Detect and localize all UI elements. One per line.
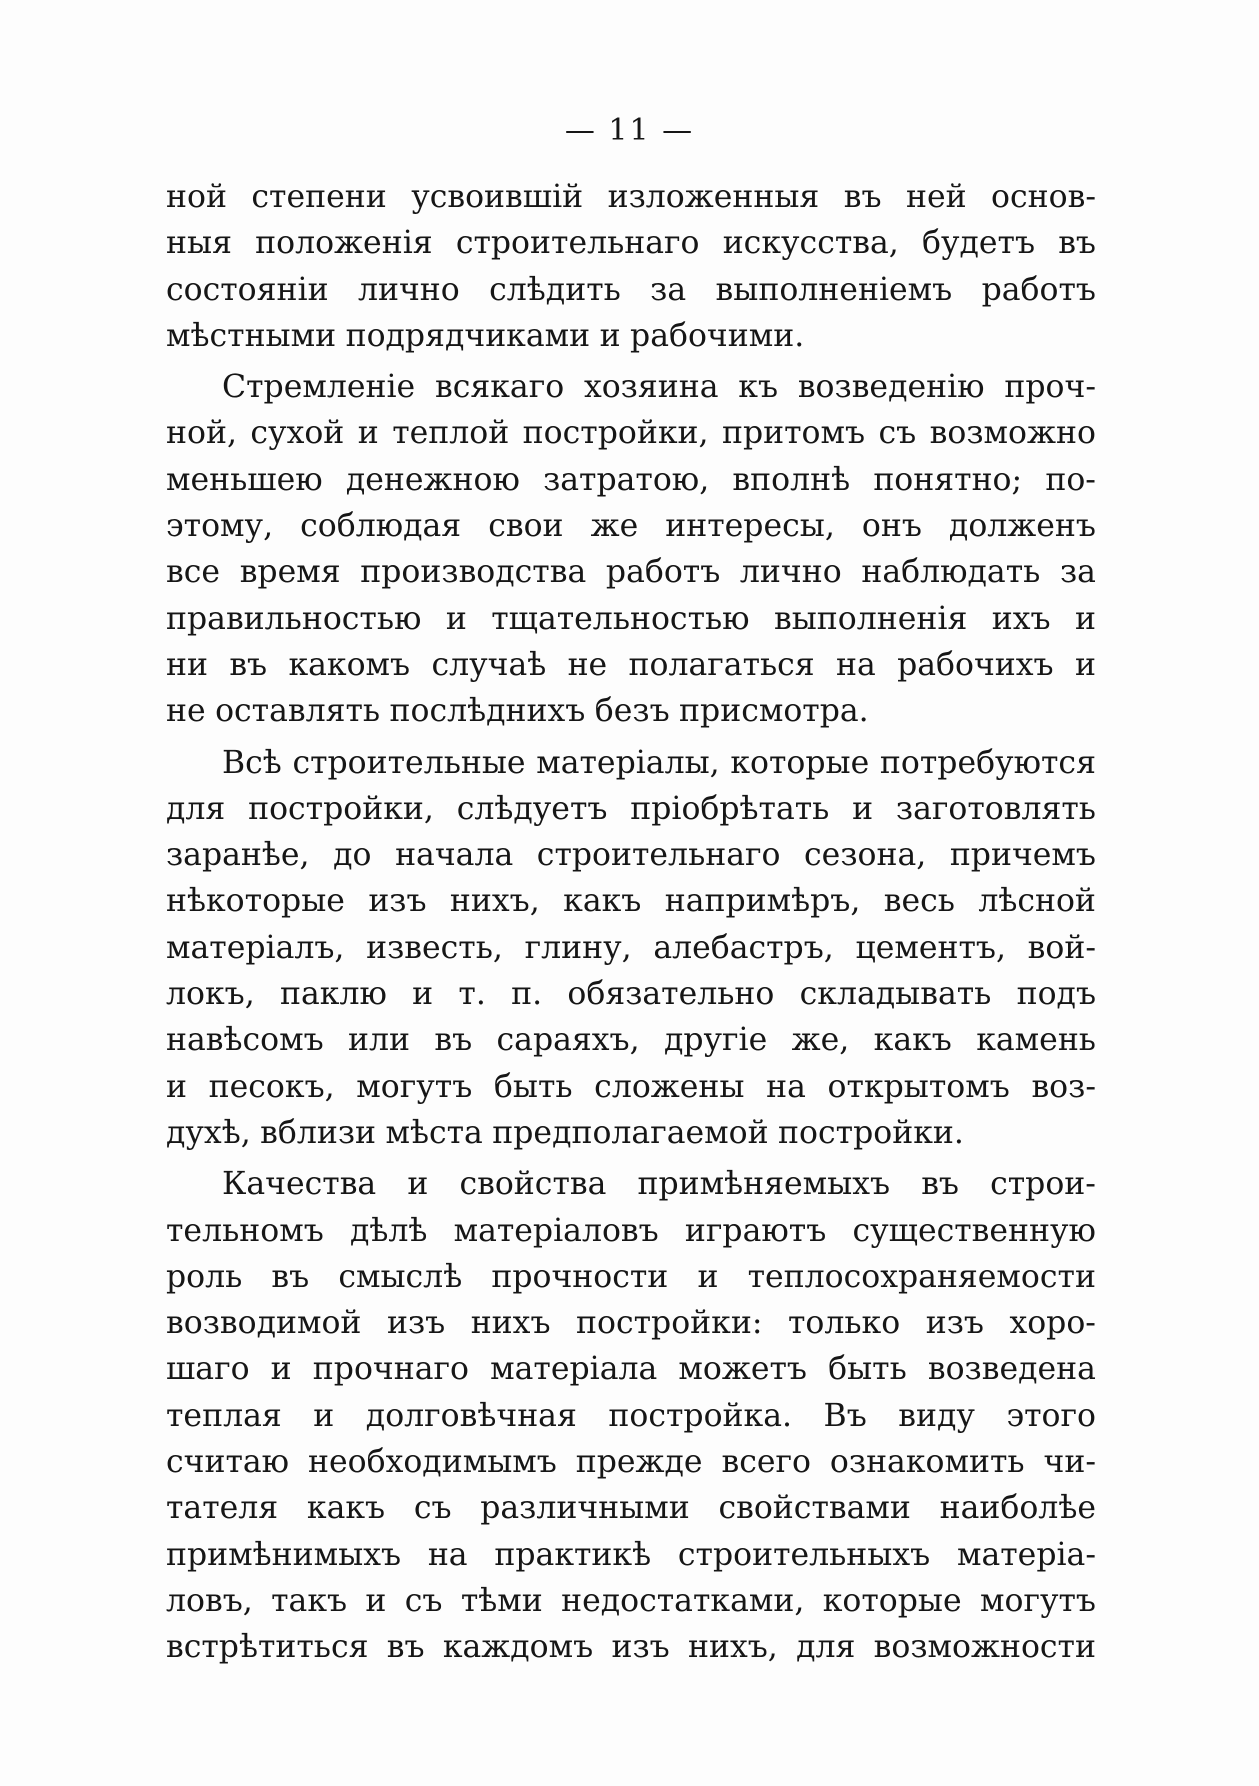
word: теплая [166,1397,282,1434]
word: изъ [925,1305,984,1342]
text-line [166,174,1096,220]
word: на [766,1068,806,1105]
word: матеріалы, [536,744,720,781]
word: другіе [663,1022,768,1059]
word: глину, [524,929,632,966]
text-line [166,503,1096,549]
word: состояніи [166,271,329,308]
word: Всѣ [222,744,282,781]
text-line [166,1208,1096,1254]
word: слѣдить [489,271,621,308]
text-line [166,1300,1096,1346]
word: постройки. [778,1114,964,1151]
word: правильностью [166,600,422,637]
word: дѣлѣ [349,1212,428,1249]
word: случаѣ [431,646,547,683]
word: и [445,600,467,637]
word: могутъ [356,1068,473,1105]
word: строительныхъ [677,1536,931,1573]
word: каждомъ [442,1629,594,1666]
word: мѣста [385,1114,483,1151]
word: заготовлять [895,790,1096,827]
word: камень [976,1022,1096,1059]
word: духѣ, [166,1114,251,1151]
word: вой- [1027,929,1096,966]
text-line [166,1254,1096,1300]
word: не [166,693,206,730]
word: постройки, [522,415,709,452]
word: постройки, [248,790,434,827]
word: роль [166,1258,243,1295]
word: безъ [594,693,670,730]
word: все [166,554,221,591]
word: ловъ, [166,1582,253,1619]
text-line [166,596,1096,642]
word: постройка. [608,1397,793,1434]
word: постройки: [576,1305,763,1342]
word: встрѣтиться [166,1629,369,1666]
word: долговѣчная [365,1397,577,1434]
word: вполнѣ [732,461,851,498]
word: начала [395,837,514,874]
text-line [166,457,1096,503]
word: какъ [306,1490,386,1527]
word: потребуются [879,744,1096,781]
word: выполненія [773,600,968,637]
word: хозяина [583,369,719,406]
word: и [852,790,874,827]
word: складывать [799,976,992,1013]
word: и [697,1258,719,1295]
word: тельномъ [166,1212,324,1249]
word: лично [357,271,460,308]
word: вблизи [260,1114,377,1151]
word: нихъ, [449,883,540,920]
text-line [166,688,1096,734]
word: въ [843,179,882,215]
word: паклю [279,976,387,1013]
word: сложены [594,1068,745,1105]
word: притомъ [721,415,866,452]
word: меньшею [166,461,323,498]
word: прочности [491,1258,669,1295]
text-line [166,878,1096,924]
word: съ [413,1490,452,1527]
word: лѣсной [978,883,1096,920]
word: всего [721,1444,811,1481]
word: считаю [166,1444,290,1481]
text-line [166,740,1096,786]
word: пріобрѣтать [630,790,830,827]
word: на [427,1536,468,1573]
word: и [1074,646,1096,683]
word: послѣднихъ [389,693,586,730]
word: не [567,646,608,683]
word: тщательностью [491,600,750,637]
word: чи- [1043,1444,1096,1481]
word: заранѣе, [166,837,310,874]
word: навѣсомъ [166,1022,324,1059]
word: и [412,976,434,1013]
word: въ [1058,225,1096,262]
word: въ [229,646,268,683]
word: какомъ [288,646,411,683]
word: которые [730,744,870,781]
word: рабочихъ [897,646,1054,683]
word: долженъ [948,508,1096,545]
word: понятно; [873,461,1023,498]
paragraph [166,1161,1096,1670]
word: рабочими. [630,317,805,354]
text-line [166,410,1096,456]
word: же, [791,1022,850,1059]
word: будетъ [921,225,1035,262]
word: ныя [166,225,232,262]
word: строительнаго [455,225,700,262]
word: известь, [366,929,503,966]
word: ной, [166,415,237,452]
word: и [599,317,621,354]
text-line [166,1161,1096,1207]
word: ознакомить [829,1444,1025,1481]
word: песокъ, [208,1068,335,1105]
text-line [166,1485,1096,1531]
word: воз- [1031,1068,1096,1105]
word: локъ, [166,976,255,1013]
text-line [166,925,1096,971]
word: за [650,271,687,308]
word: весь [883,883,955,920]
word: цементъ, [855,929,1006,966]
word: сезона, [804,837,927,874]
text-line [166,1393,1096,1439]
word: изъ [386,1305,446,1342]
word: работъ [605,554,721,591]
word: возможно [929,415,1096,452]
word: Качества [222,1166,377,1203]
word: работъ [981,271,1096,308]
word: свойствами [718,1490,911,1527]
word: предполагаемой [492,1114,769,1151]
word: время [239,554,341,591]
word: всякаго [434,369,565,406]
word: или [348,1022,411,1059]
paragraph [166,364,1096,734]
word: п. [511,976,543,1013]
text-line [166,1017,1096,1063]
word: шаго [166,1351,250,1388]
text-line [166,313,1096,359]
word: свои [488,508,564,545]
word: выполненіемъ [715,271,953,308]
page-number: — 11 — [564,113,695,148]
word: и [1074,600,1096,637]
word: обязательно [567,976,775,1013]
text-line [166,832,1096,878]
word: денежною [345,461,520,498]
word: какъ [563,883,642,920]
word: присмотра. [679,693,869,730]
body-text [166,174,1096,1676]
word: производства [360,554,587,591]
text-line [166,642,1096,688]
word: различными [480,1490,690,1527]
text-line [166,1624,1096,1670]
text-line [166,1578,1096,1624]
word: можетъ [678,1351,807,1388]
word: Стремленіе [222,369,416,406]
word: матеріала [490,1351,658,1388]
word: прежде [575,1444,703,1481]
word: съ [878,415,917,452]
word: только [787,1305,901,1342]
text-line [166,549,1096,595]
word: степени [251,179,387,215]
word: матеріалъ, [166,929,345,966]
word: быть [493,1068,573,1105]
word: проч- [1004,369,1096,406]
word: теплой [392,415,510,452]
paragraph [166,740,1096,1157]
word: алебастръ, [653,929,834,966]
word: смыслѣ [338,1258,463,1295]
word: наблюдать [861,554,1041,591]
word: виду [898,1397,975,1434]
word: же [590,508,639,545]
word: сараяхъ, [496,1022,640,1059]
text-line [166,971,1096,1017]
word: нихъ, [687,1629,778,1666]
word: по- [1045,461,1096,498]
word: къ [738,369,779,406]
text-line [166,1532,1096,1578]
word: сухой [250,415,345,452]
word: ни [166,646,208,683]
word: матеріаловъ [453,1212,659,1249]
word: возможности [873,1629,1096,1666]
word: играютъ [684,1212,827,1249]
word: для [166,790,226,827]
word: прочнаго [312,1351,469,1388]
word: положенія [255,225,433,262]
word: интересы, [665,508,835,545]
word: подрядчиками [345,317,591,354]
word: строительнаго [536,837,781,874]
word: изъ [611,1629,670,1666]
word: ихъ [991,600,1051,637]
word: существенную [852,1212,1096,1249]
text-line [166,786,1096,832]
word: возводимой [166,1305,362,1342]
text-line [166,220,1096,266]
word: строительные [292,744,526,781]
word: въ [434,1022,473,1059]
text-line [166,1346,1096,1392]
word: съ [404,1582,443,1619]
word: лично [739,554,842,591]
word: Въ [823,1397,867,1434]
word: подъ [1016,976,1096,1013]
word: слѣдуетъ [456,790,608,827]
word: матеріа- [956,1536,1096,1573]
word: причемъ [949,837,1096,874]
word: усвоившій [411,179,584,215]
word: до [333,837,372,874]
word: ней [905,179,967,215]
word: теплосохраняемости [747,1258,1096,1295]
word: въ [921,1166,959,1203]
word: и [166,1068,187,1105]
word: хоро- [1009,1305,1096,1342]
word: возведена [927,1351,1096,1388]
word: и [270,1351,292,1388]
word: строи- [990,1166,1096,1203]
word: свойства [459,1166,607,1203]
text-line [166,1110,1096,1156]
word: недостатками, [561,1582,805,1619]
word: этому, [166,508,274,545]
word: тателя [166,1490,279,1527]
word: и [365,1582,387,1619]
word: соблюдая [300,508,462,545]
word: которые [822,1582,962,1619]
paragraph [166,174,1096,359]
word: ной [166,179,227,215]
word: какъ [873,1022,952,1059]
word: и [313,1397,335,1434]
word: оставлять [215,693,381,730]
text-line [166,1439,1096,1485]
word: на [835,646,876,683]
word: затратою, [543,461,710,498]
word: могутъ [980,1582,1096,1619]
word: для [796,1629,856,1666]
word: т. [458,976,486,1013]
word: тѣми [460,1582,543,1619]
word: открытомъ [827,1068,1010,1105]
word: необходимымъ [308,1444,557,1481]
text-line [166,267,1096,313]
word: напримѣръ, [664,883,861,920]
word: основ- [991,179,1096,215]
word: практикѣ [494,1536,652,1573]
word: нѣкоторые [166,883,345,920]
word: этого [1006,1397,1096,1434]
word: изъ [368,883,427,920]
word: искусства, [722,225,899,262]
word: за [1059,554,1096,591]
word: возведенію [797,369,985,406]
word: примѣнимыхъ [166,1536,402,1573]
word: примѣняемыхъ [637,1166,891,1203]
word: изложенныя [607,179,820,215]
word: такъ [271,1582,348,1619]
word: и [357,415,379,452]
word: онъ [861,508,922,545]
word: полагаться [628,646,815,683]
text-line [166,364,1096,410]
word: и [407,1166,429,1203]
word: быть [828,1351,907,1388]
text-line [166,1064,1096,1110]
word: нихъ [470,1305,551,1342]
word: въ [386,1629,425,1666]
word: мѣстными [166,317,337,354]
word: въ [271,1258,310,1295]
word: наиболѣе [939,1490,1096,1527]
